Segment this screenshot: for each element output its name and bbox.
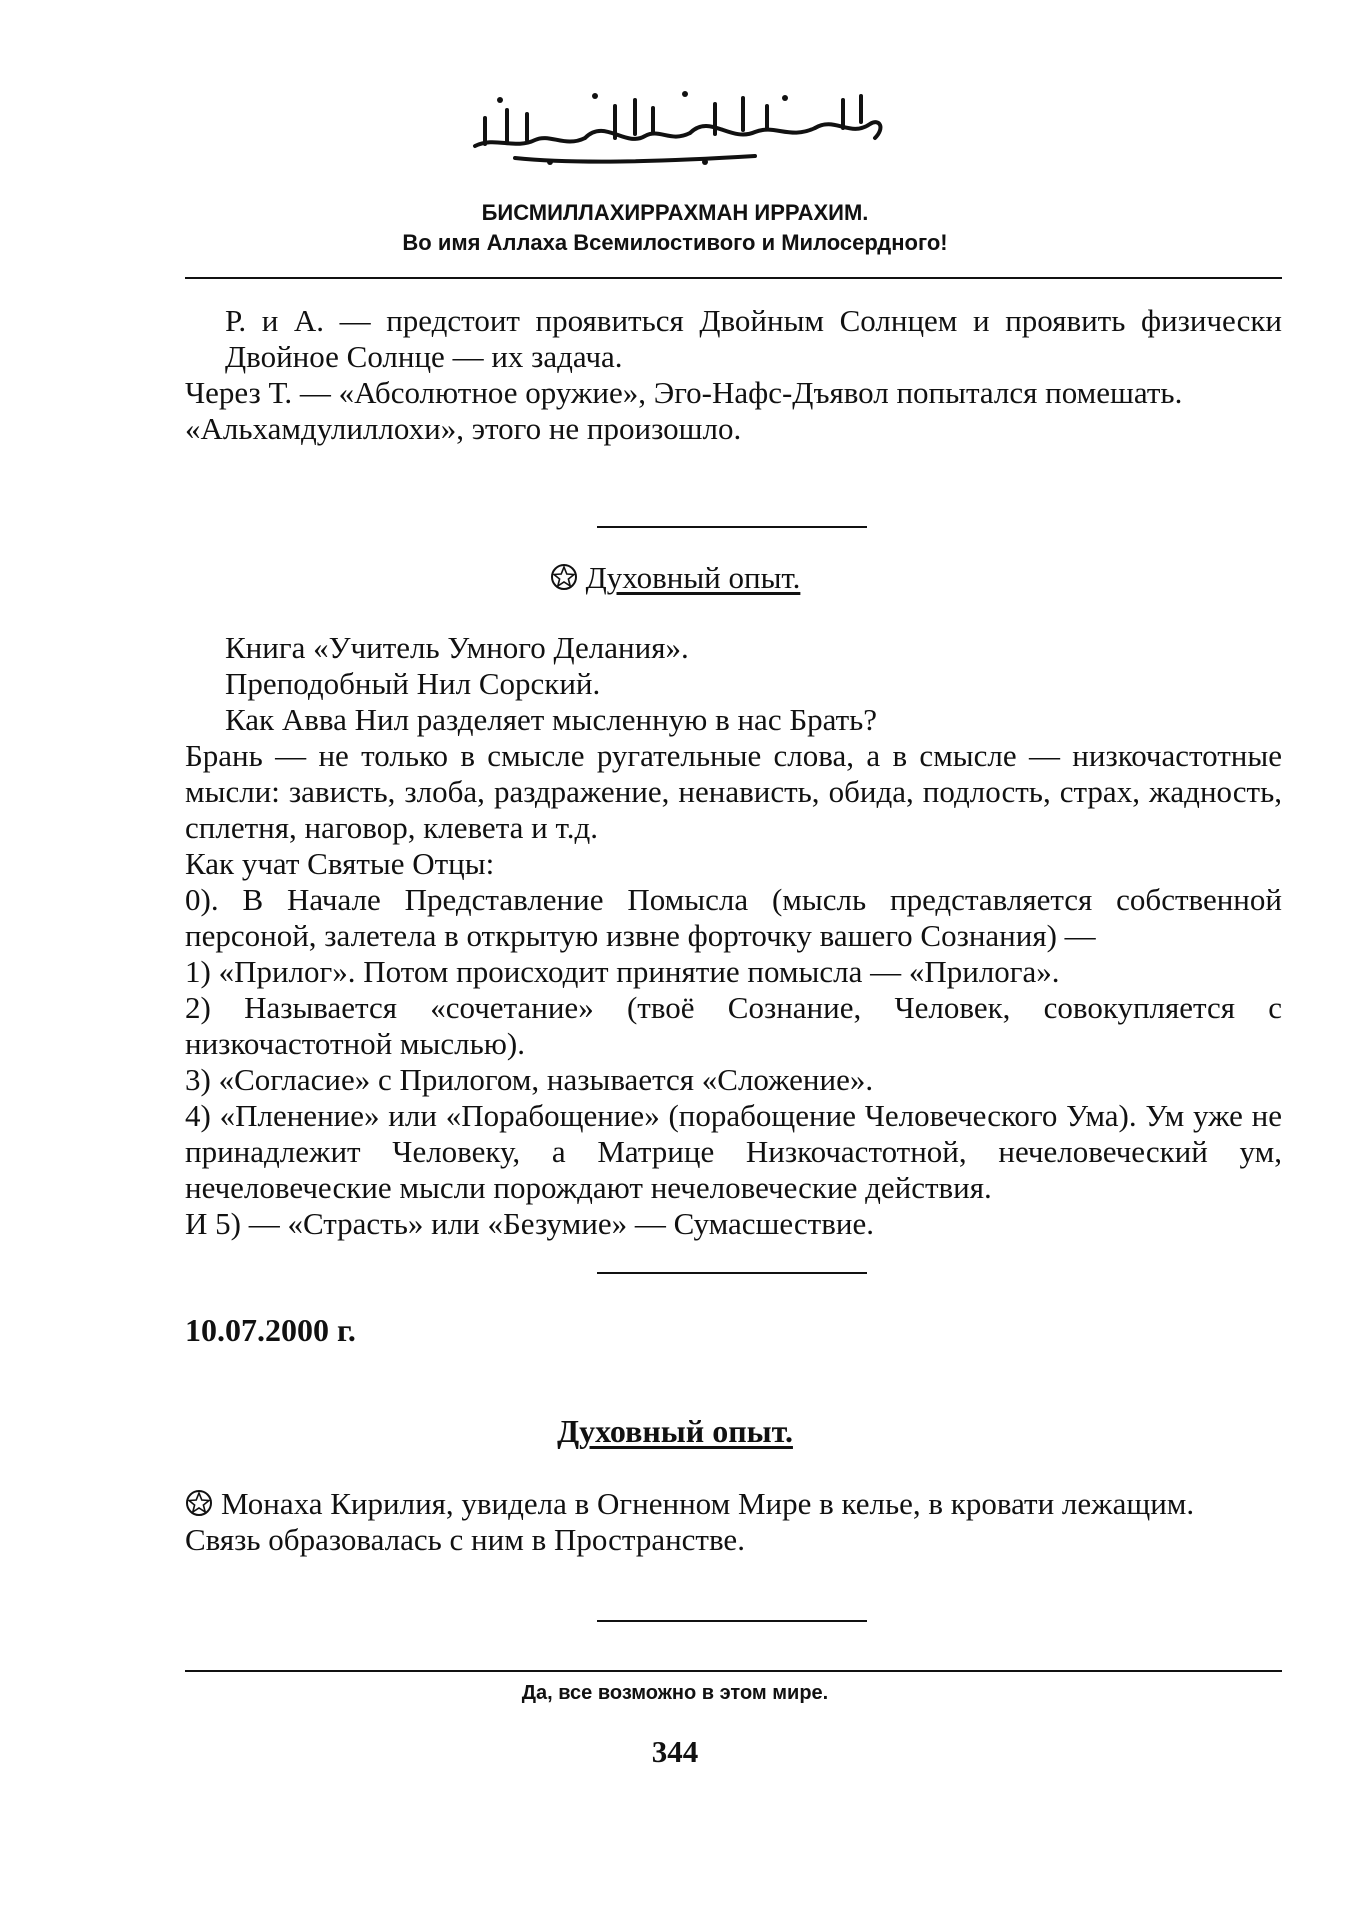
paragraph: Связь образовалась с ним в Пространстве. <box>185 1522 745 1557</box>
header-title: БИСМИЛЛАХИРРАХМАН ИРРАХИМ. <box>481 200 869 225</box>
paragraph-text: Монаха Кирилия, увидела в Огненном Мире в келье, в кровати лежащим. <box>221 1486 1195 1521</box>
section-divider <box>597 1272 867 1274</box>
paragraph: Брань — не только в смысле ругательные слова, а в смысле — низкочастотные мысли: зависть, злоба, раздражение, ненависть, обида, подлость, страх, жадность, сплетня, наговор, клевета и т.д. <box>185 738 1282 845</box>
section-3 <box>185 1486 1282 1558</box>
section-1 <box>185 303 1282 447</box>
paragraph: 2) Называется «сочетание» (твоё Сознание, Человек, совокупляется с низкочастотной мыслью). <box>185 990 1282 1061</box>
paragraph <box>185 1486 1282 1522</box>
paragraph: Р. и А. — предстоит проявиться Двойным Солнцем и проявить физически Двойное Солнце — их задача. <box>225 303 1282 374</box>
section-divider <box>597 1620 867 1622</box>
entry-date: 10.07.2000 г. <box>185 1312 356 1348</box>
star-icon <box>550 563 578 591</box>
footer-text: Да, все возможно в этом мире. <box>521 1682 829 1704</box>
section-2 <box>185 630 1282 1242</box>
section-divider <box>597 526 867 528</box>
paragraph: И 5) — «Страсть» или «Безумие» — Сумасшествие. <box>185 1206 874 1241</box>
section-heading-label: Духовный опыт. <box>585 560 801 595</box>
page-number: 344 <box>651 1734 699 1769</box>
paragraph: 0). В Начале Представление Помысла (мысль представляется собственной персоной, залетела в открытую извне форточку вашего Сознания) — <box>185 882 1282 953</box>
line: Книга «Учитель Умного Делания». <box>225 630 689 665</box>
section-heading: Духовный опыт. <box>557 1413 793 1449</box>
header-subtitle: Во имя Аллаха Всемилостивого и Милосердного! <box>402 230 948 255</box>
line: Как Авва Нил разделяет мысленную в нас Брать? <box>225 702 878 737</box>
footer-rule <box>185 1670 1282 1672</box>
paragraph: Через Т. — «Абсолютное оружие», Эго-Нафс-Дъявол попытался помешать. <box>185 375 1183 410</box>
paragraph: 1) «Прилог». Потом происходит принятие помысла — «Прилога». <box>185 954 1060 989</box>
calligraphy-image <box>455 88 895 168</box>
paragraph: 4) «Пленение» или «Порабощение» (порабощение Человеческого Ума). Ум уже не принадлежит Человеку, а Матрице Низкочастотной, нечеловеческий ум, нечеловеческие мысли порождают нечеловеческие действия. <box>185 1098 1282 1205</box>
line: Преподобный Нил Сорский. <box>225 666 601 701</box>
bismillah-calligraphy <box>0 88 1350 173</box>
paragraph: «Альхамдулиллохи», этого не произошло. <box>185 411 742 446</box>
paragraph: 3) «Согласие» с Прилогом, называется «Сложение». <box>185 1062 874 1097</box>
star-icon <box>185 1489 213 1517</box>
section-heading <box>0 560 1350 596</box>
header-rule <box>185 277 1282 279</box>
paragraph: Как учат Святые Отцы: <box>185 846 495 881</box>
